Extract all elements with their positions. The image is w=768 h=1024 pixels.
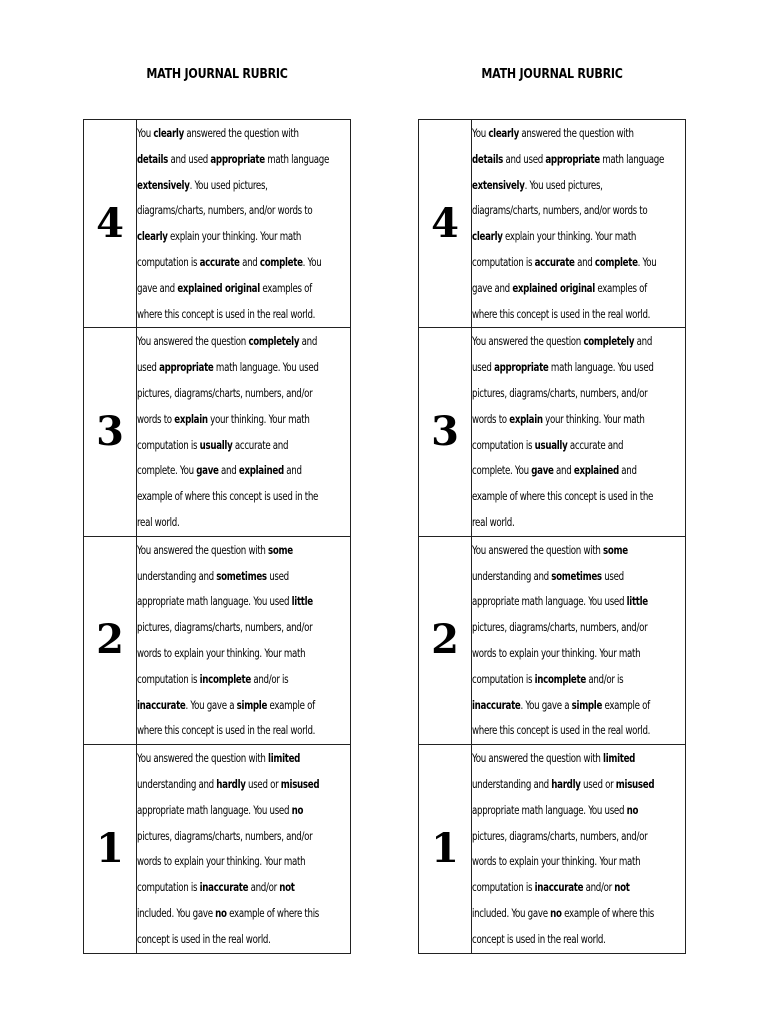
description-cell <box>472 536 686 744</box>
emphasis-text: appropriate <box>494 361 549 375</box>
description-line <box>472 250 687 276</box>
description-cell <box>137 120 351 328</box>
description-text: accurate and <box>232 438 289 452</box>
description-text: pictures, diagrams/charts, numbers, and/or <box>137 386 313 400</box>
rubric-row-4 <box>419 120 686 328</box>
description-line <box>472 302 687 328</box>
emphasis-text: incomplete <box>534 672 586 686</box>
description-text: answered the question with <box>518 127 634 140</box>
rubric-title: MATH JOURNAL RUBRIC <box>481 66 623 82</box>
emphasis-text: explain <box>509 412 543 426</box>
description-text: and <box>218 464 239 478</box>
emphasis-text: gave <box>196 464 219 478</box>
description-text: words to explain your thinking. Your math <box>472 646 641 660</box>
description-text: included. You gave <box>137 906 216 920</box>
emphasis-text: details <box>472 152 504 166</box>
description-line <box>472 615 687 641</box>
description-line <box>472 875 687 901</box>
score-cell <box>419 745 472 953</box>
description-line <box>472 147 687 173</box>
emphasis-text: sometimes <box>216 569 267 583</box>
description-line <box>137 875 352 901</box>
rubric-row-4 <box>84 120 351 328</box>
description-text: computation is <box>472 881 535 895</box>
description-line <box>137 798 352 824</box>
description-line <box>472 198 687 224</box>
description-text: diagrams/charts, numbers, and/or words to <box>137 204 313 218</box>
emphasis-text: clearly <box>137 230 168 244</box>
description-cell <box>137 328 351 536</box>
emphasis-text: inaccurate <box>534 881 584 895</box>
description-text: where this concept is used in the real world. <box>472 307 651 321</box>
description-text: understanding and <box>472 569 552 583</box>
emphasis-text: usually <box>199 438 233 452</box>
emphasis-text: no <box>291 803 304 817</box>
description-line <box>472 746 687 772</box>
description-line <box>472 589 687 615</box>
description-text: appropriate math language. You used <box>472 803 627 817</box>
description-line <box>137 589 352 615</box>
rubric-row-3 <box>419 328 686 536</box>
description-text: where this concept is used in the real world. <box>137 724 316 738</box>
description-line <box>137 641 352 667</box>
emphasis-text: simple <box>236 698 268 712</box>
description-line <box>472 693 687 719</box>
description-text: and <box>553 464 574 478</box>
description-line <box>137 329 352 355</box>
description-line <box>137 302 352 328</box>
description-text: example of where this <box>561 906 655 920</box>
description-text: examples of <box>594 281 647 295</box>
description-text: concept is used in the real world. <box>472 932 606 946</box>
description-text: You answered the question with <box>137 752 269 766</box>
score-value: 3 <box>96 408 124 456</box>
description-line <box>137 693 352 719</box>
score-cell <box>84 328 137 536</box>
description-line <box>472 718 687 744</box>
description-text: example of where this concept is used in the <box>137 490 319 504</box>
description-line <box>472 849 687 875</box>
description-text: explain your thinking. Your math <box>502 230 637 244</box>
description-text: diagrams/charts, numbers, and/or words to <box>472 204 648 218</box>
description-text: where this concept is used in the real world. <box>137 307 316 321</box>
description-text: used or <box>245 777 281 791</box>
description-line <box>472 355 687 381</box>
description-line <box>472 381 687 407</box>
emphasis-text: clearly <box>488 127 519 140</box>
description-text: your thinking. Your math <box>207 412 310 426</box>
description-text: used <box>137 361 160 375</box>
description-text: computation is <box>137 881 200 895</box>
description-text: math language. You used <box>548 361 654 375</box>
description-text: pictures, diagrams/charts, numbers, and/or <box>472 386 648 400</box>
description-text: and <box>299 335 318 349</box>
description-text: gave and <box>137 281 178 295</box>
score-value: 4 <box>96 199 124 247</box>
emphasis-text: accurate <box>534 255 575 269</box>
description-line <box>137 718 352 744</box>
description-text: real world. <box>137 515 180 529</box>
score-value: 3 <box>431 408 459 456</box>
description-text: real world. <box>472 515 515 529</box>
emphasis-text: extensively <box>137 178 190 192</box>
score-cell <box>84 120 137 328</box>
description-text: used <box>601 569 624 583</box>
description-text: understanding and <box>137 777 217 791</box>
emphasis-text: completely <box>248 335 300 349</box>
description-text: words to explain your thinking. Your math <box>137 646 306 660</box>
description-cell <box>137 745 351 953</box>
score-cell <box>84 536 137 744</box>
score-cell <box>419 328 472 536</box>
score-description <box>472 745 687 952</box>
description-text: concept is used in the real world. <box>137 932 271 946</box>
description-line <box>472 798 687 824</box>
emphasis-text: complete <box>594 255 638 269</box>
description-text: understanding and <box>137 569 217 583</box>
rubric-row-3 <box>84 328 351 536</box>
score-cell <box>84 745 137 953</box>
description-line <box>137 927 352 953</box>
description-text: computation is <box>472 672 535 686</box>
description-text: . You gave a <box>185 698 237 712</box>
description-text: and <box>239 255 260 269</box>
emphasis-text: gave <box>531 464 554 478</box>
emphasis-text: explained <box>573 464 619 478</box>
emphasis-text: limited <box>268 752 301 766</box>
description-line <box>137 772 352 798</box>
description-text: complete. You <box>472 464 532 478</box>
description-line <box>472 667 687 693</box>
emphasis-text: explain <box>174 412 208 426</box>
rubric-row-2 <box>419 536 686 744</box>
description-text: appropriate math language. You used <box>472 595 627 609</box>
emphasis-text: no <box>215 906 227 920</box>
description-text: computation is <box>137 438 200 452</box>
description-line <box>472 927 687 953</box>
description-text: math language. You used <box>213 361 319 375</box>
emphasis-text: sometimes <box>551 569 602 583</box>
description-text: pictures, diagrams/charts, numbers, and/or <box>137 621 313 635</box>
description-text: and/or is <box>585 672 624 686</box>
emphasis-text: details <box>137 152 169 166</box>
description-line <box>472 510 687 536</box>
description-text: examples of <box>259 281 312 295</box>
description-line <box>137 564 352 590</box>
description-line <box>472 276 687 302</box>
description-text: computation is <box>137 255 200 269</box>
emphasis-text: not <box>614 881 630 895</box>
score-description <box>137 537 352 744</box>
emphasis-text: simple <box>571 698 603 712</box>
score-cell <box>419 536 472 744</box>
description-text: used <box>472 361 495 375</box>
description-text: pictures, diagrams/charts, numbers, and/or <box>137 829 313 843</box>
emphasis-text: no <box>550 906 562 920</box>
score-cell <box>419 120 472 328</box>
description-text: and/or <box>583 881 615 895</box>
description-text: and <box>574 255 595 269</box>
emphasis-text: some <box>603 543 628 557</box>
description-text: and <box>283 464 302 478</box>
score-description <box>137 120 352 327</box>
description-text: You answered the question <box>472 335 584 349</box>
description-text: where this concept is used in the real world. <box>472 724 651 738</box>
description-text: words to <box>472 412 510 426</box>
description-text: example of where this <box>226 906 320 920</box>
description-text: You answered the question <box>137 335 249 349</box>
description-text: You <box>137 127 154 140</box>
emphasis-text: inaccurate <box>199 881 249 895</box>
description-text: pictures, diagrams/charts, numbers, and/or <box>472 829 648 843</box>
description-line <box>137 849 352 875</box>
description-line <box>472 433 687 459</box>
description-text: your thinking. Your math <box>542 412 645 426</box>
description-line <box>137 355 352 381</box>
emphasis-text: misused <box>615 777 655 791</box>
rubric-row-1 <box>84 745 351 953</box>
rubric-table <box>83 119 351 954</box>
rubric-row-1 <box>419 745 686 953</box>
description-text: . You <box>637 255 657 269</box>
emphasis-text: little <box>626 595 648 609</box>
description-line <box>137 458 352 484</box>
description-text: complete. You <box>137 464 197 478</box>
description-text: used <box>266 569 289 583</box>
description-text: example of where this concept is used in the <box>472 490 654 504</box>
emphasis-text: explained <box>238 464 284 478</box>
emphasis-text: accurate <box>199 255 240 269</box>
description-line <box>137 538 352 564</box>
description-text: . You <box>302 255 322 269</box>
description-line <box>472 538 687 564</box>
description-text: math language <box>264 152 330 166</box>
description-line <box>472 641 687 667</box>
description-line <box>472 901 687 927</box>
score-value: 2 <box>96 616 124 664</box>
description-text: and used <box>168 152 211 166</box>
emphasis-text: clearly <box>472 230 503 244</box>
emphasis-text: inaccurate <box>472 698 521 712</box>
description-text: . You used pictures, <box>524 178 603 192</box>
emphasis-text: misused <box>280 777 320 791</box>
description-line <box>137 615 352 641</box>
score-value: 1 <box>96 824 124 872</box>
description-line <box>137 121 352 147</box>
emphasis-text: complete <box>259 255 303 269</box>
description-text: and/or <box>248 881 280 895</box>
description-text: pictures, diagrams/charts, numbers, and/or <box>472 621 648 635</box>
description-line <box>472 564 687 590</box>
emphasis-text: explained original <box>512 281 595 295</box>
emphasis-text: completely <box>583 335 635 349</box>
description-text: accurate and <box>567 438 624 452</box>
description-text: and <box>634 335 653 349</box>
description-line <box>137 147 352 173</box>
description-text: math language <box>599 152 665 166</box>
description-text: computation is <box>472 255 535 269</box>
description-text: . You gave a <box>520 698 572 712</box>
description-line <box>137 510 352 536</box>
description-text: answered the question with <box>183 127 299 140</box>
description-line <box>137 824 352 850</box>
description-text: and used <box>503 152 546 166</box>
score-description <box>472 537 687 744</box>
score-description <box>137 328 352 535</box>
description-line <box>472 772 687 798</box>
description-text: example of <box>602 698 650 712</box>
emphasis-text: clearly <box>153 127 184 140</box>
score-description <box>472 120 687 327</box>
description-text: included. You gave <box>472 906 551 920</box>
emphasis-text: appropriate <box>159 361 214 375</box>
description-text: and <box>618 464 637 478</box>
description-line <box>472 484 687 510</box>
description-line <box>472 407 687 433</box>
emphasis-text: hardly <box>216 777 246 791</box>
description-line <box>137 407 352 433</box>
emphasis-text: little <box>291 595 313 609</box>
description-text: understanding and <box>472 777 552 791</box>
emphasis-text: some <box>268 543 293 557</box>
description-line <box>137 433 352 459</box>
description-text: explain your thinking. Your math <box>167 230 302 244</box>
emphasis-text: hardly <box>551 777 581 791</box>
description-line <box>472 121 687 147</box>
emphasis-text: incomplete <box>199 672 251 686</box>
description-line <box>472 329 687 355</box>
description-text: words to explain your thinking. Your math <box>472 855 641 869</box>
score-value: 1 <box>431 824 459 872</box>
description-line <box>137 198 352 224</box>
description-text: gave and <box>472 281 513 295</box>
description-text: example of <box>267 698 315 712</box>
description-text: You answered the question with <box>472 543 604 557</box>
description-line <box>137 381 352 407</box>
description-line <box>472 824 687 850</box>
description-text: You answered the question with <box>472 752 604 766</box>
rubric-table <box>418 119 686 954</box>
description-line <box>472 173 687 199</box>
score-description <box>137 745 352 952</box>
description-cell <box>472 120 686 328</box>
emphasis-text: limited <box>603 752 636 766</box>
emphasis-text: appropriate <box>210 152 265 166</box>
emphasis-text: explained original <box>177 281 260 295</box>
description-line <box>137 901 352 927</box>
description-text: . You used pictures, <box>189 178 268 192</box>
emphasis-text: not <box>279 881 295 895</box>
rubric-title: MATH JOURNAL RUBRIC <box>146 66 288 82</box>
score-value: 4 <box>431 199 459 247</box>
emphasis-text: appropriate <box>545 152 600 166</box>
description-line <box>137 667 352 693</box>
description-text: used or <box>580 777 616 791</box>
description-cell <box>472 328 686 536</box>
description-line <box>472 224 687 250</box>
description-text: appropriate math language. You used <box>137 595 292 609</box>
description-text: computation is <box>472 438 535 452</box>
emphasis-text: no <box>626 803 639 817</box>
description-text: words to <box>137 412 175 426</box>
score-value: 2 <box>431 616 459 664</box>
score-description <box>472 328 687 535</box>
description-line <box>137 484 352 510</box>
description-text: computation is <box>137 672 200 686</box>
description-line <box>137 746 352 772</box>
description-text: You answered the question with <box>137 543 269 557</box>
description-text: You <box>472 127 489 140</box>
description-line <box>137 224 352 250</box>
description-line <box>137 173 352 199</box>
description-text: words to explain your thinking. Your math <box>137 855 306 869</box>
description-cell <box>137 536 351 744</box>
description-cell <box>472 745 686 953</box>
emphasis-text: extensively <box>472 178 525 192</box>
description-line <box>137 276 352 302</box>
description-line <box>472 458 687 484</box>
description-text: and/or is <box>250 672 289 686</box>
emphasis-text: usually <box>534 438 568 452</box>
description-line <box>137 250 352 276</box>
description-text: appropriate math language. You used <box>137 803 292 817</box>
emphasis-text: inaccurate <box>137 698 186 712</box>
rubric-row-2 <box>84 536 351 744</box>
